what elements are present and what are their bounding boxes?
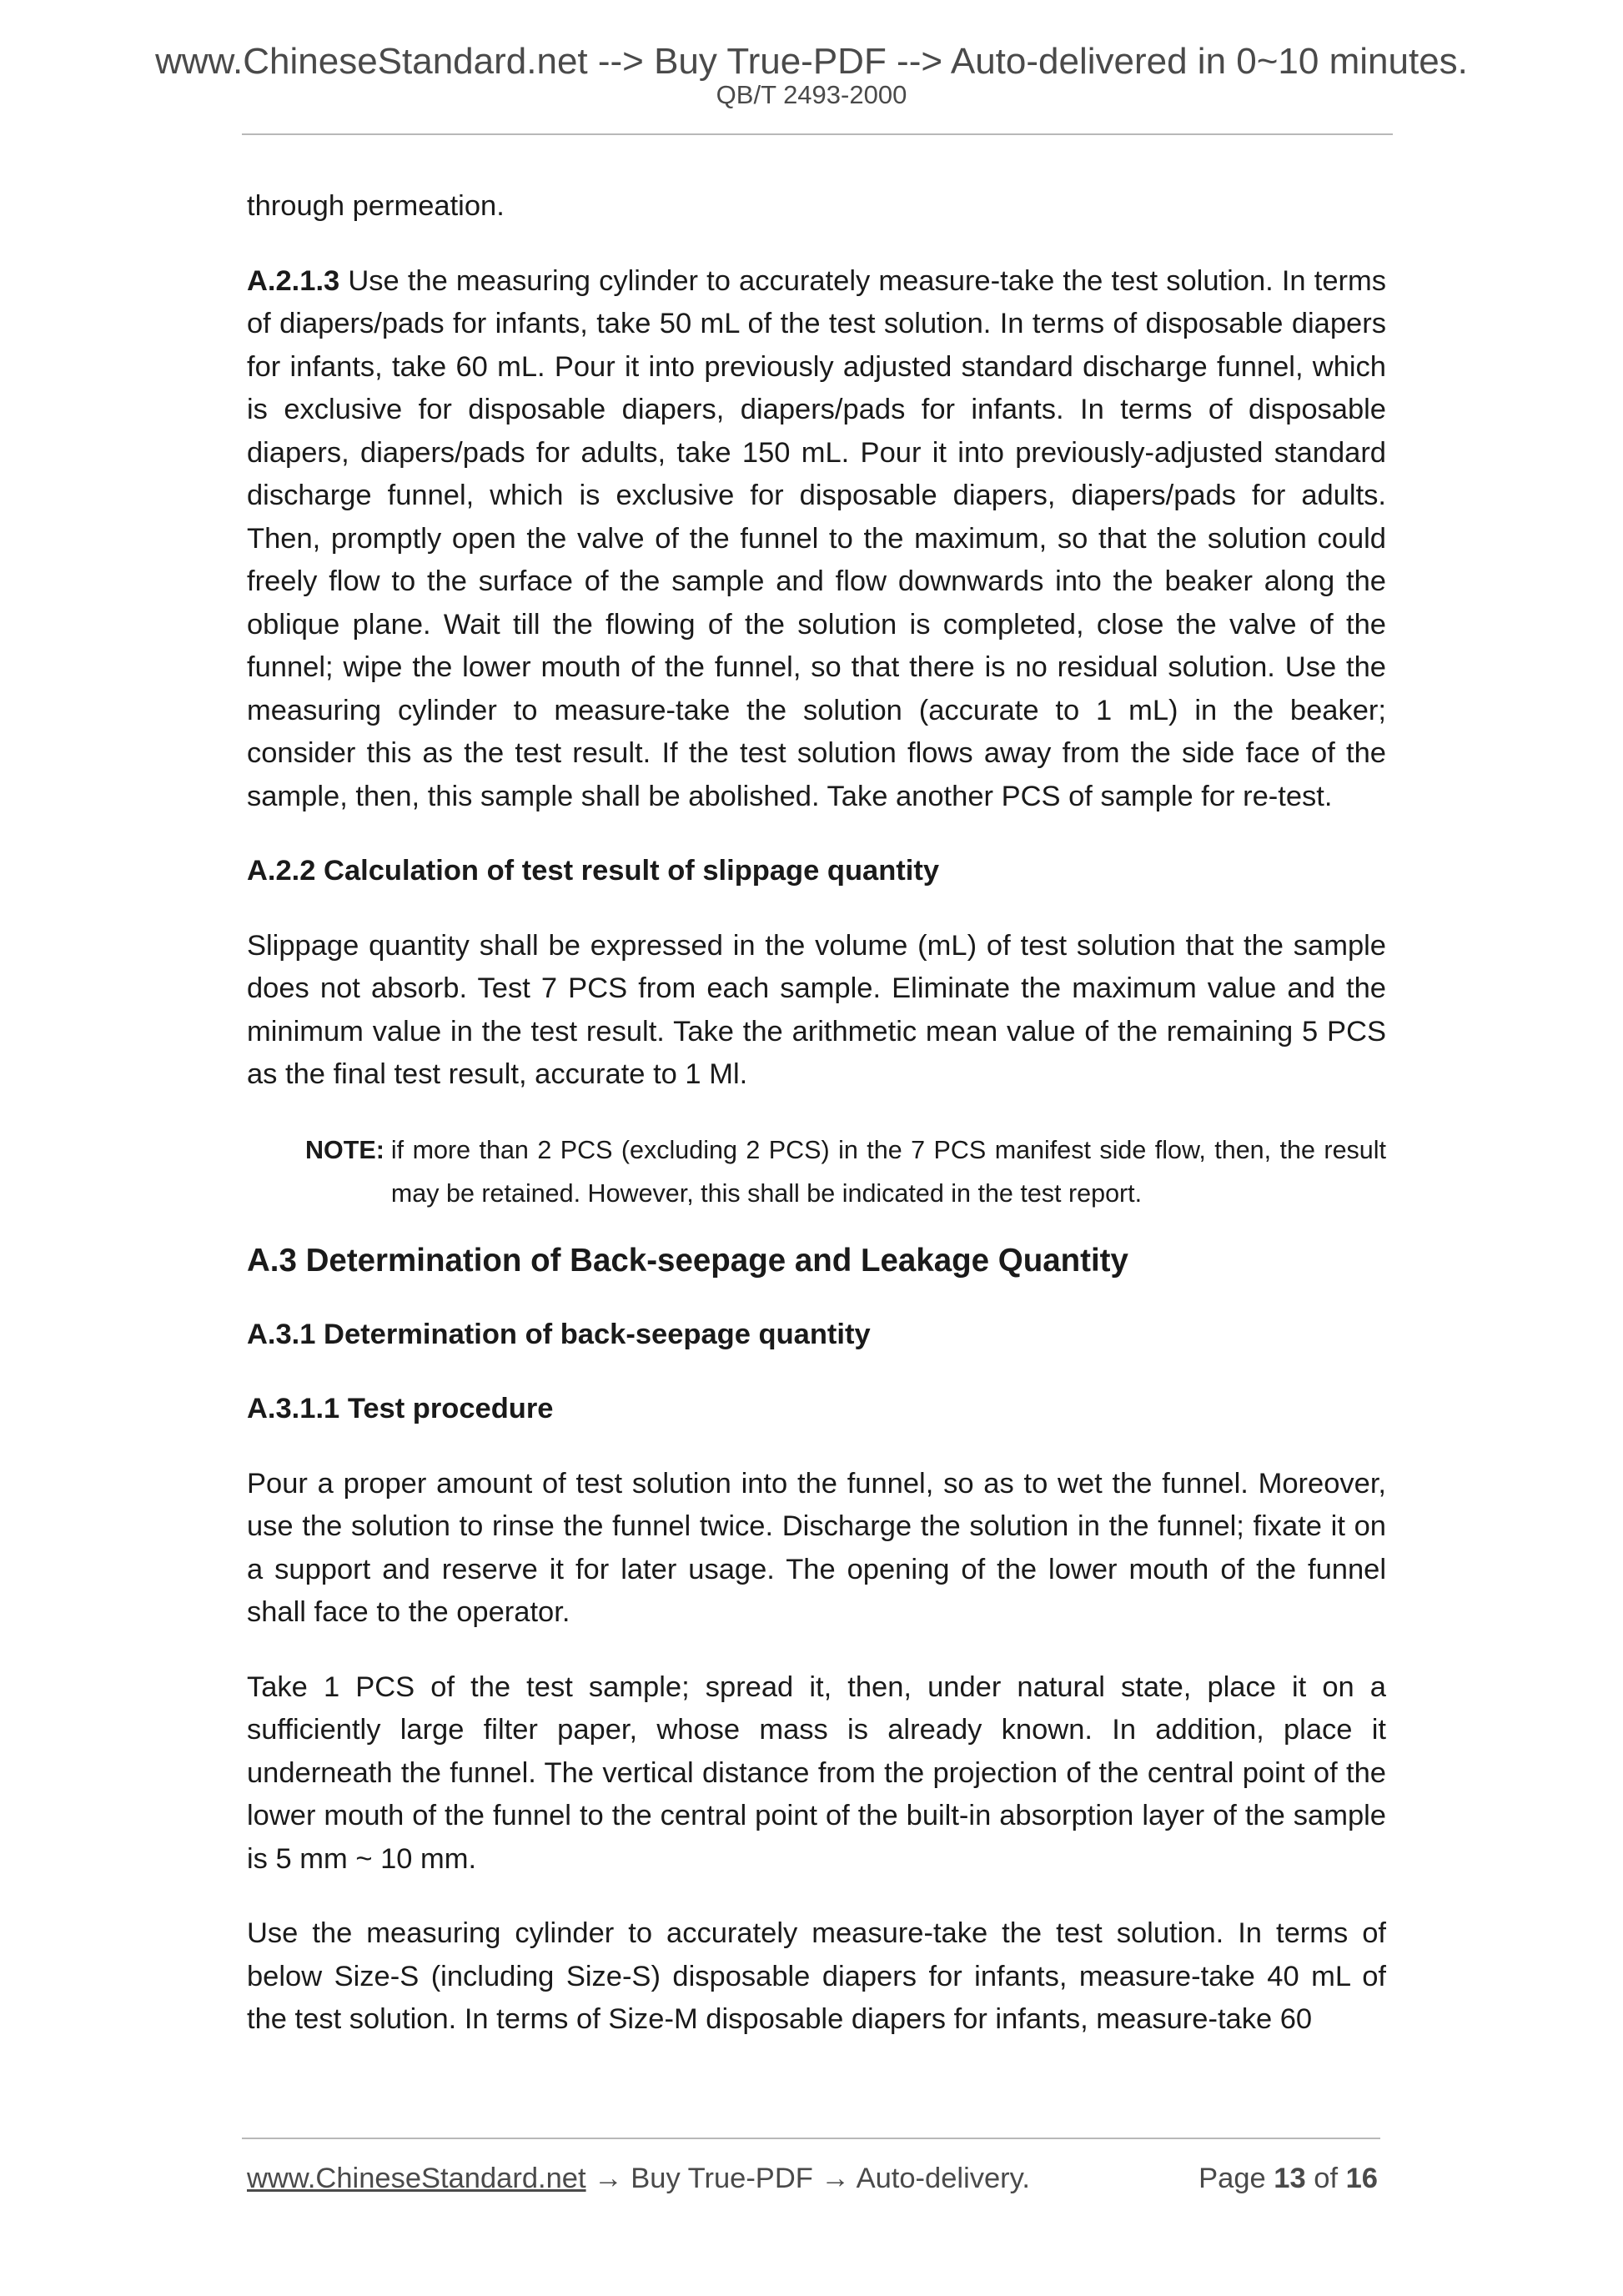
page-indicator — [1198, 2160, 1378, 2197]
note-block — [305, 1128, 1386, 1215]
footer-left — [247, 2160, 1030, 2197]
heading-a-3-1-1: A.3.1.1 Test procedure — [247, 1393, 554, 1424]
page-of: of — [1305, 2163, 1346, 2194]
page-content — [247, 185, 1386, 2073]
page-total: 16 — [1345, 2163, 1378, 2194]
paragraph-slippage: Slippage quantity shall be expressed in the volume (mL) of test solution that the sample does not absorb. Test 7 PCS from each sample. Eliminate the maximum value and the minimum value in the test result. Take the arithmetic mean value of the remaining 5 PCS as the final test result, accurate to 1 Ml. — [247, 929, 1386, 1090]
clause-text: Use the measuring cylinder to accurately measure-take the test solution. In terms of diapers/pads for infants, take 50 mL of the test solution. In terms of disposable diapers for infants, take 60 mL. Pour it into previously adjusted standard discharge funnel, which is exclusive for disposable diapers, diapers/pads for infants. In terms of disposable diapers, diapers/pads for adults, take 150 mL. Pour it into previously-adjusted standard discharge funnel, which is exclusive for disposable diapers, diapers/pads for adults. Then, promptly open the valve of the funnel to the maximum, so that the solution could freely flow to the surface of the sample and flow downwards into the beaker along the oblique plane. Wait till the flowing of the solution is completed, close the valve of the funnel; wipe the lower mouth of the funnel, so that there is no residual solution. Use the measuring cylinder to measure-take the solution (accurate to 1 mL) in the beaker; consider this as the test result. If the test solution flows away from the side face of the sample, then, this sample shall be abolished. Take another PCS of sample for re-test. — [247, 264, 1386, 812]
paragraph-sample-placement: Take 1 PCS of the test sample; spread it, then, under natural state, place it on a sufficiently large filter paper, whose mass is already known. In addition, place it underneath the funnel. The vertical distance from the projection of the central point of the lower mouth of the funnel to the central point of the built-in absorption layer of the sample is 5 mm ~ 10 mm. — [247, 1671, 1386, 1875]
heading-a-3-1: A.3.1 Determination of back-seepage quantity — [247, 1318, 871, 1350]
note-text: if more than 2 PCS (excluding 2 PCS) in the 7 PCS manifest side flow, then, the result may be retained. However, this shall be indicated in the test report. — [390, 1135, 1386, 1208]
page-label: Page — [1198, 2163, 1274, 2194]
clause-number: A.2.1.3 — [247, 264, 340, 297]
header-divider — [242, 133, 1393, 135]
clause-a-2-1-3 — [247, 260, 1386, 819]
footer-divider — [242, 2138, 1380, 2139]
heading-a-2-2: A.2.2 Calculation of test result of slippage quantity — [247, 855, 940, 887]
paragraph-continuation: through permeation. — [247, 190, 505, 222]
heading-a-3: A.3 Determination of Back-seepage and Leakage Quantity — [247, 1242, 1128, 1279]
footer-tagline: → Buy True-PDF → Auto-delivery. — [585, 2163, 1030, 2194]
top-banner: www.ChineseStandard.net --> Buy True-PDF --> Auto-delivered in 0~10 minutes. — [155, 41, 1468, 82]
paragraph-funnel-prep: Pour a proper amount of test solution into the funnel, so as to wet the funnel. Moreover, use the solution to rinse the funnel twice. Discharge the solution in the funnel; fixate it on a support and reserve it for later usage. The opening of the lower mouth of the funnel shall face to the operator. — [247, 1467, 1386, 1628]
page-current: 13 — [1274, 2163, 1306, 2194]
note-label: NOTE: — [305, 1135, 384, 1164]
paragraph-measure-solution: Use the measuring cylinder to accurately measure-take the test solution. In terms of below Size-S (including Size-S) disposable diapers for infants, measure-take 40 mL of the test solution. In terms of Size-M disposable diapers for infants, measure-take 60 — [247, 1917, 1386, 2035]
standard-code: QB/T 2493-2000 — [716, 80, 907, 109]
footer-site-link[interactable]: www.ChineseStandard.net — [247, 2163, 586, 2194]
